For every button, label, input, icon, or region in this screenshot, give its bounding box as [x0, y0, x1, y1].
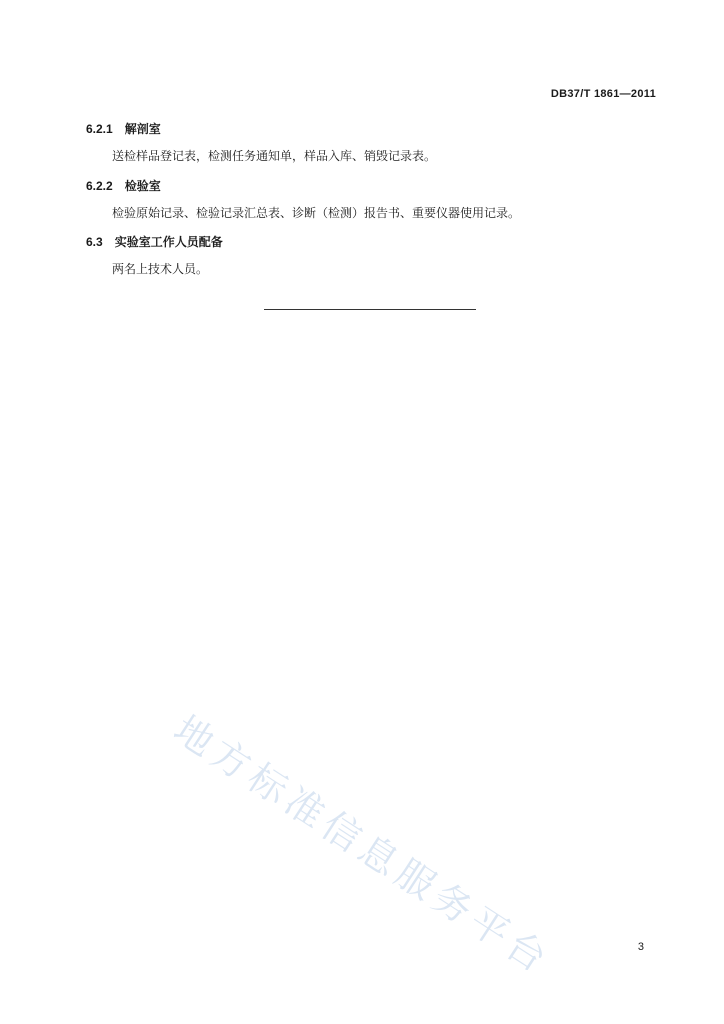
section-text: 送检样品登记表，检测任务通知单，样品入库、销毁记录表。	[112, 149, 437, 163]
page-number: 3	[637, 941, 644, 953]
section-number: 6.3	[86, 235, 103, 249]
section-heading-6-3	[86, 233, 223, 250]
section-heading-6-2-1	[86, 120, 161, 137]
document-code: DB37/T 1861—2011	[550, 88, 656, 100]
section-number: 6.2.2	[86, 179, 113, 193]
section-heading-6-2-2	[86, 177, 161, 194]
section-text: 两名上技术人员。	[112, 262, 209, 276]
section-title: 解剖室	[124, 122, 161, 136]
watermark: 地方标准信息服务平台	[166, 706, 560, 984]
section-title: 实验室工作人员配备	[114, 235, 223, 249]
section-text: 检验原始记录、检验记录汇总表、诊断（检测）报告书、重要仪器使用记录。	[112, 206, 521, 220]
end-of-document-line	[264, 309, 476, 310]
section-number: 6.2.1	[86, 122, 113, 136]
section-title: 检验室	[124, 179, 161, 193]
